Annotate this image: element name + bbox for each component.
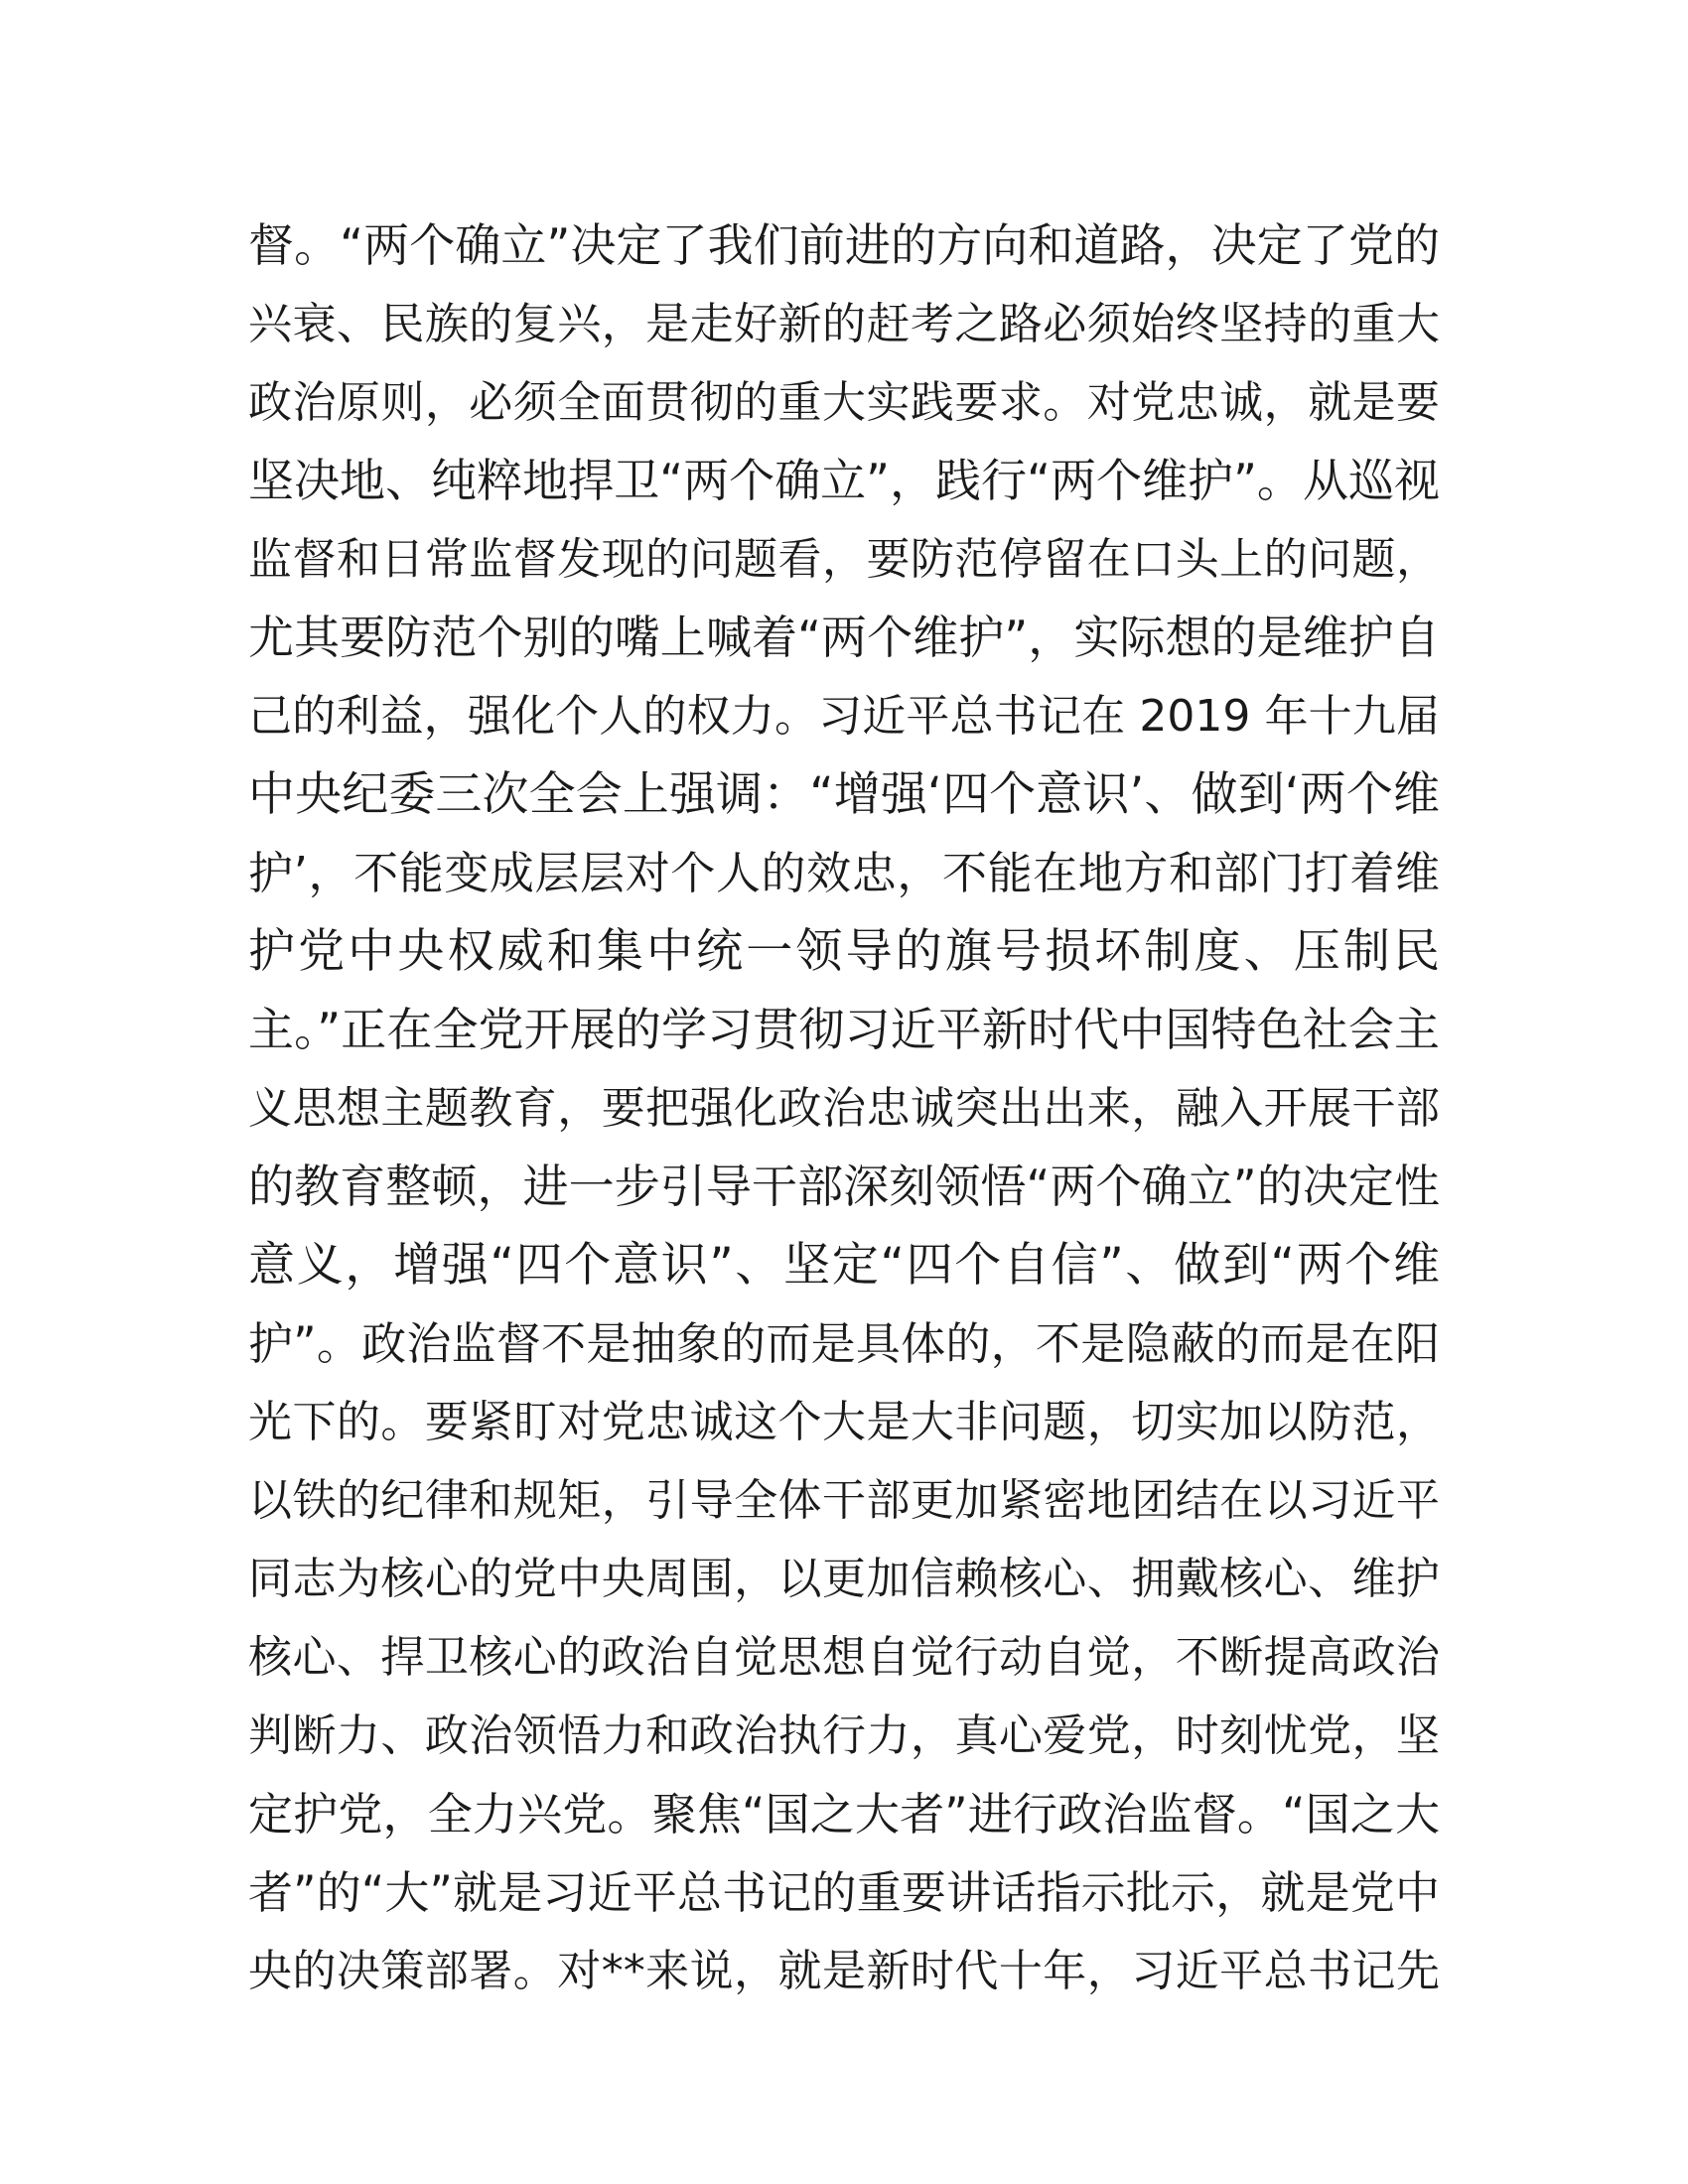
text-line: 坚决地、纯粹地捍卫“两个确立”，践行“两个维护”。从巡视 xyxy=(248,454,1440,507)
text-line: 尤其要防范个别的嘴上喊着“两个维护”，实际想的是维护自 xyxy=(248,611,1440,664)
body-paragraph xyxy=(248,206,1440,2010)
text-line: 意义，增强“四个意识”、坚定“四个自信”、做到“两个维 xyxy=(248,1238,1440,1293)
text-line: 兴衰、民族的复兴，是走好新的赶考之路必须始终坚持的重大 xyxy=(248,299,1440,349)
text-line: 护”。政治监督不是抽象的而是具体的，不是隐蔽的而是在阳 xyxy=(248,1317,1440,1370)
text-line: 同志为核心的党中央周围，以更加信赖核心、拥戴核心、维护 xyxy=(248,1554,1440,1604)
text-line: 己的利益，强化个人的权力。习近平总书记在 2019 年十九届 xyxy=(248,691,1440,742)
text-line: 的教育整顿，进一步引导干部深刻领悟“两个确立”的决定性 xyxy=(248,1160,1440,1213)
text-line: 义思想主题教育，要把强化政治忠诚突出出来，融入开展干部 xyxy=(248,1083,1440,1134)
text-line: 核心、捍卫核心的政治自觉思想自觉行动自觉，不断提高政治 xyxy=(248,1632,1440,1683)
text-line: 判断力、政治领悟力和政治执行力，真心爱党，时刻忧党，坚 xyxy=(248,1710,1440,1761)
text-line: 光下的。要紧盯对党忠诚这个大是大非问题，切实加以防范， xyxy=(248,1397,1440,1447)
text-line: 护’，不能变成层层对个人的效忠，不能在地方和部门打着维 xyxy=(248,847,1440,899)
text-line: 护党中央权威和集中统一领导的旗号损坏制度、压制民 xyxy=(248,924,1440,979)
text-line: 者”的“大”就是习近平总书记的重要讲话指示批示，就是党中 xyxy=(248,1866,1440,1919)
text-line: 央的决策部署。对**来说，就是新时代十年，习近平总书记先 xyxy=(248,1946,1440,1996)
text-line: 政治原则，必须全面贯彻的重大实践要求。对党忠诚，就是要 xyxy=(248,377,1440,428)
text-line: 主。”正在全党开展的学习贯彻习近平新时代中国特色社会主 xyxy=(248,1003,1440,1056)
text-line: 定护党，全力兴党。聚焦“国之大者”进行政治监督。“国之大 xyxy=(248,1788,1440,1841)
text-line: 中央纪委三次全会上强调：“增强‘四个意识’、做到‘两个维 xyxy=(248,767,1440,822)
text-line: 督。“两个确立”决定了我们前进的方向和道路，决定了党的 xyxy=(248,218,1440,272)
text-line: 以铁的纪律和规矩，引导全体干部更加紧密地团结在以习近平 xyxy=(248,1475,1440,1526)
text-line: 监督和日常监督发现的问题看，要防范停留在口头上的问题， xyxy=(248,534,1440,585)
